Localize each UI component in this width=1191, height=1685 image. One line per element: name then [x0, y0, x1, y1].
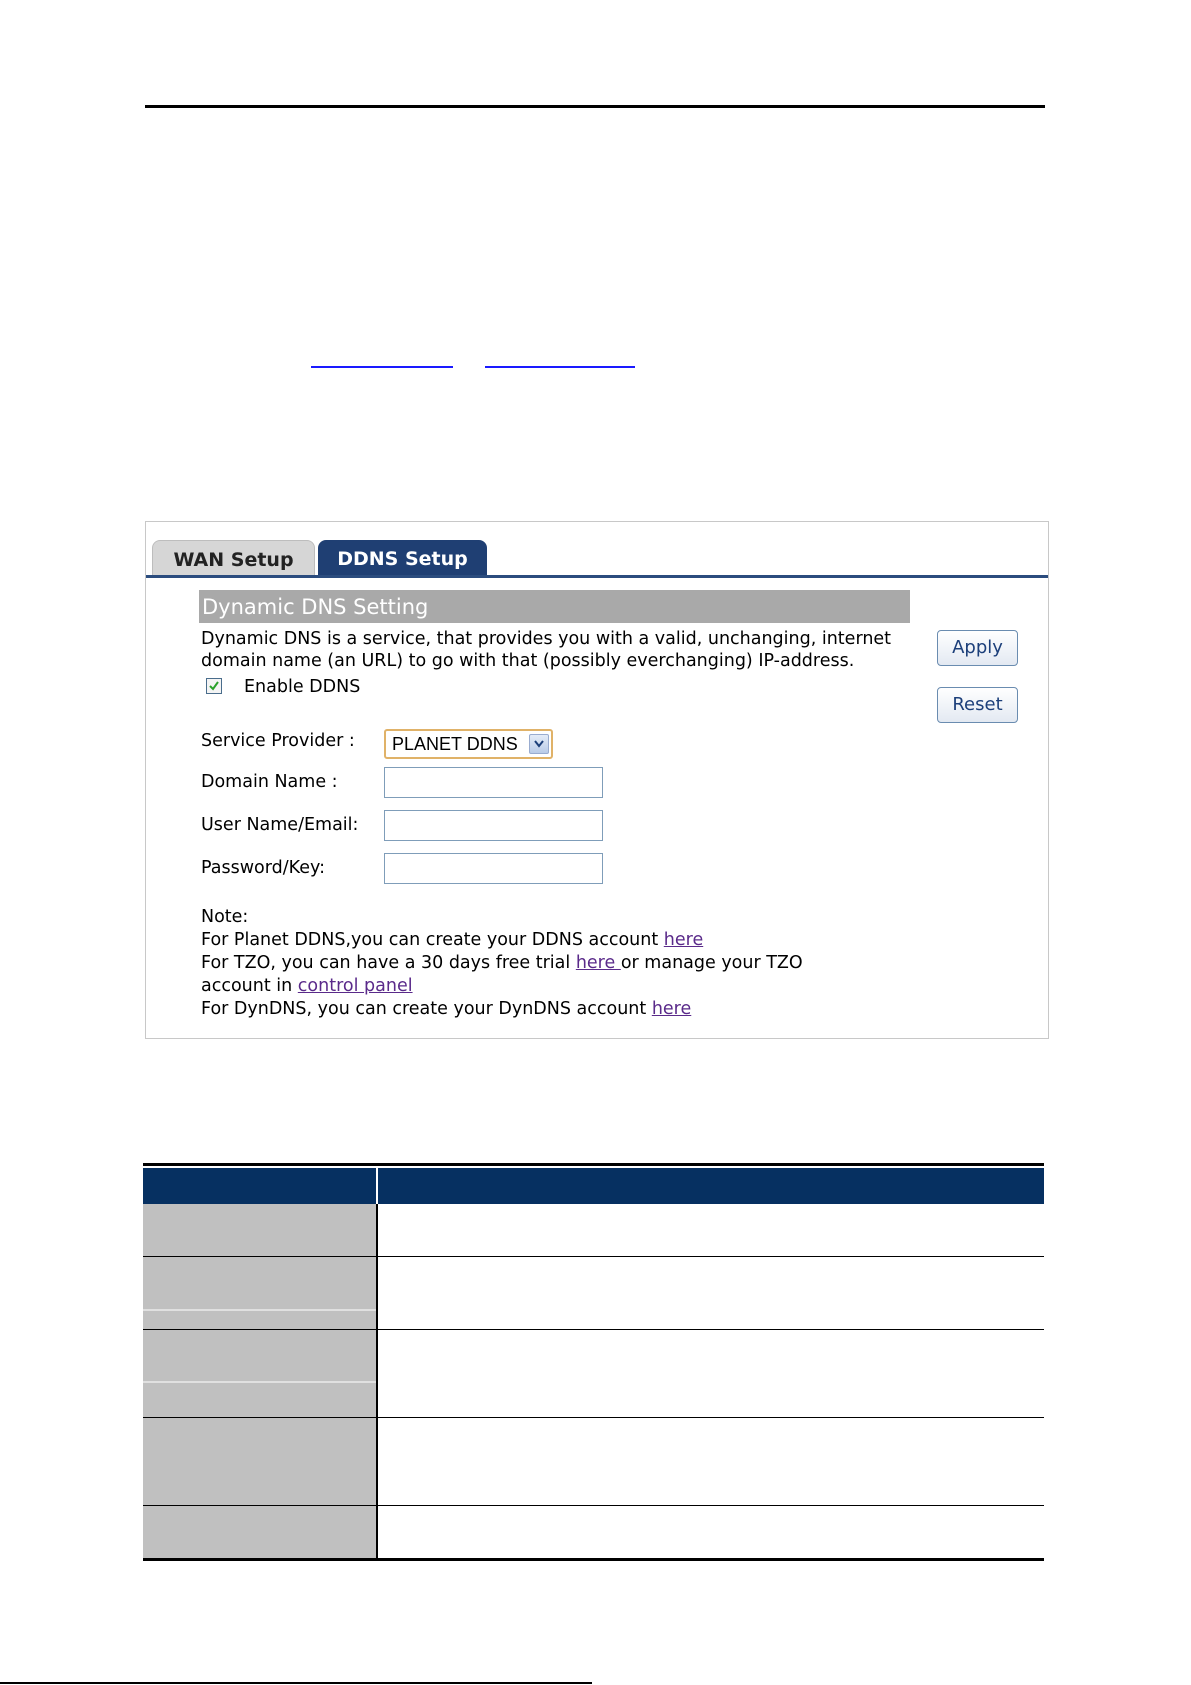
tab-underline — [146, 575, 1048, 578]
tzo-control-panel-link[interactable]: control panel — [297, 976, 413, 996]
table-bottom-rule — [143, 1558, 1044, 1561]
tab-ddns-setup[interactable]: DDNS Setup — [318, 540, 487, 575]
table-cell-divider — [143, 1309, 376, 1311]
table-row — [143, 1204, 1044, 1257]
password-label: Password/Key: — [201, 858, 325, 878]
enable-ddns-label: Enable DDNS — [244, 677, 361, 697]
hyperlink-underline-1[interactable] — [311, 366, 453, 368]
note-heading: Note: — [201, 907, 249, 927]
table-row — [143, 1330, 1044, 1418]
hyperlink-underline-2[interactable] — [485, 366, 635, 368]
table-row — [143, 1257, 1044, 1330]
section-description — [201, 628, 921, 672]
table-row-label-cell — [143, 1330, 376, 1417]
table-cell-divider — [143, 1381, 376, 1383]
service-provider-value: PLANET DDNS — [392, 734, 518, 754]
reset-button[interactable]: Reset — [937, 687, 1018, 723]
password-input[interactable] — [384, 853, 603, 884]
table-row — [143, 1506, 1044, 1558]
service-provider-select[interactable] — [384, 729, 553, 759]
note-dyndns-line: For DynDNS, you can create your DynDNS account here — [201, 999, 692, 1019]
note-block — [201, 906, 803, 1021]
tzo-trial-here-link[interactable]: here — [575, 953, 621, 973]
checkmark-icon — [208, 680, 220, 692]
table-row-label-cell — [143, 1204, 376, 1256]
page-top-rule — [145, 105, 1045, 108]
section-title: Dynamic DNS Setting — [199, 590, 910, 623]
table-row-label-cell — [143, 1418, 376, 1505]
service-provider-label: Service Provider : — [201, 731, 355, 751]
table-row — [143, 1418, 1044, 1506]
chevron-down-icon[interactable] — [529, 734, 549, 754]
table-row-label-cell — [143, 1257, 376, 1329]
username-label: User Name/Email: — [201, 815, 359, 835]
table-header — [143, 1168, 1044, 1204]
note-tzo-line-2: account in control panel — [201, 976, 413, 996]
note-tzo-line: For TZO, you can have a 30 days free trial here or manage your TZO — [201, 953, 803, 973]
domain-name-input[interactable] — [384, 767, 603, 798]
dyndns-here-link[interactable]: here — [651, 999, 692, 1019]
enable-ddns-checkbox[interactable] — [206, 678, 222, 694]
apply-button[interactable]: Apply — [937, 630, 1018, 666]
username-input[interactable] — [384, 810, 603, 841]
table-top-rule — [143, 1163, 1044, 1166]
note-planet-line: For Planet DDNS,you can create your DDNS account here — [201, 930, 704, 950]
table-header-divider — [376, 1168, 378, 1204]
table-column-divider — [376, 1506, 378, 1558]
planet-ddns-here-link[interactable]: here — [663, 930, 704, 950]
description-line-1: Dynamic DNS is a service, that provides you with a valid, unchanging, internet — [201, 629, 892, 649]
domain-name-label: Domain Name : — [201, 772, 338, 792]
table-column-divider — [376, 1204, 378, 1257]
footnote-rule — [0, 1682, 592, 1684]
table-column-divider — [376, 1257, 378, 1330]
description-line-2: domain name (an URL) to go with that (possibly everchanging) IP-address. — [201, 651, 855, 671]
table-column-divider — [376, 1330, 378, 1418]
table-column-divider — [376, 1418, 378, 1506]
table-row-label-cell — [143, 1506, 376, 1558]
tab-wan-setup[interactable]: WAN Setup — [152, 540, 315, 575]
ddns-settings-screenshot — [145, 521, 1049, 1039]
